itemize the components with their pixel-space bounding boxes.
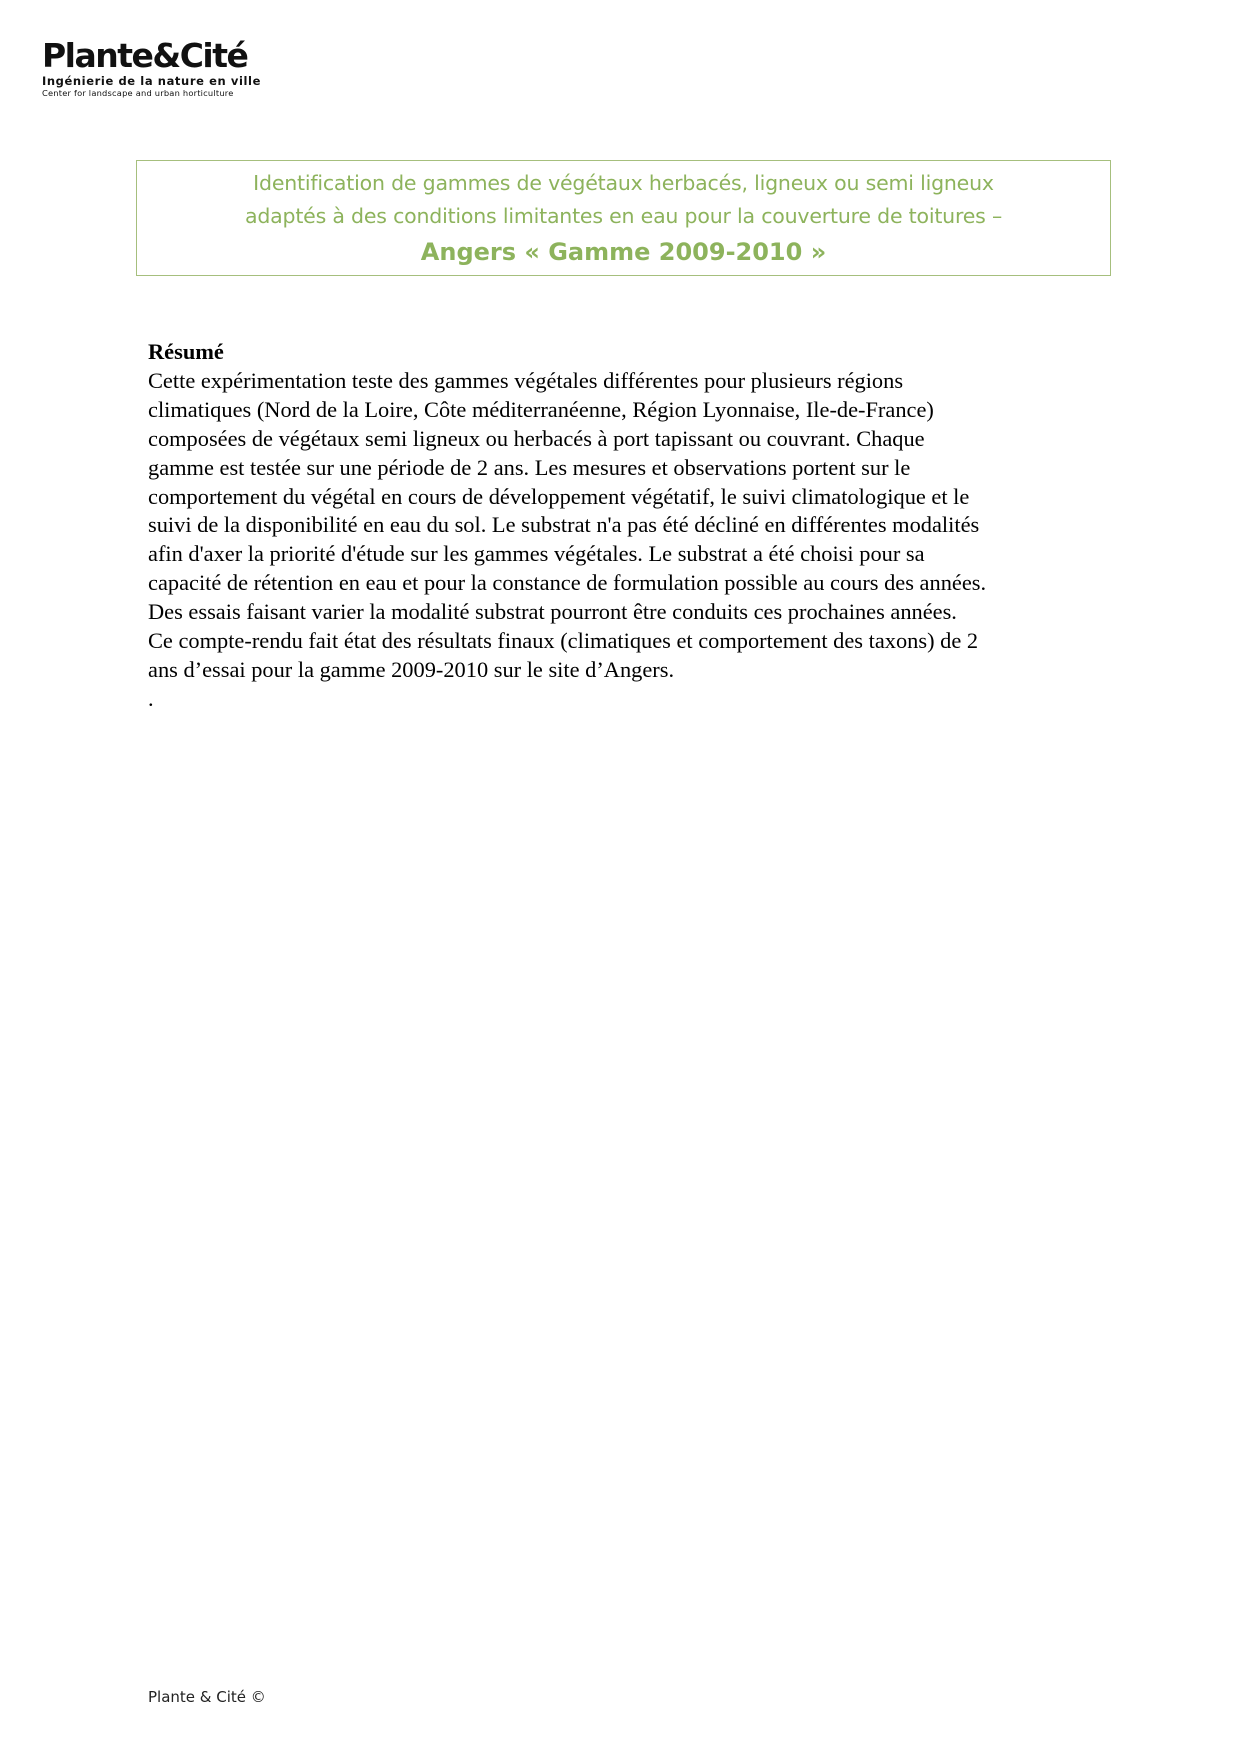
title-line-1: Identification de gammes de végétaux herbacés, ligneux ou semi ligneux xyxy=(253,171,994,195)
summary-line: suivi de la disponibilité en eau du sol. Le substrat n'a pas été décliné en différentes modalités xyxy=(148,512,980,538)
logo-subtagline: Center for landscape and urban horticulture xyxy=(42,88,234,98)
summary-line: Cette expérimentation teste des gammes végétales différentes pour plusieurs régions xyxy=(148,367,904,393)
footer-copyright: Plante & Cité © xyxy=(148,1688,266,1706)
summary-line: capacité de rétention en eau et pour la constance de formulation possible au cours des années. xyxy=(148,570,987,596)
plante-cite-logo xyxy=(42,38,292,99)
summary-line: climatiques (Nord de la Loire, Côte méditerranéenne, Région Lyonnaise, Ile-de-France) xyxy=(148,396,934,422)
document-title-box xyxy=(136,160,1111,276)
logo-tagline: Ingénierie de la nature en ville xyxy=(42,74,262,88)
summary-line: afin d'axer la priorité d'étude sur les gammes végétales. Le substrat a été choisi pour sa xyxy=(148,541,925,567)
title-line-3: Angers « Gamme 2009-2010 » xyxy=(420,238,827,266)
summary-line: gamme est testée sur une période de 2 ans. Les mesures et observations portent sur le xyxy=(148,454,911,480)
summary-heading: Résumé xyxy=(148,339,224,364)
summary-line: Des essais faisant varier la modalité substrat pourront être conduits ces prochaines années. xyxy=(148,599,957,625)
summary-line: Ce compte-rendu fait état des résultats finaux (climatiques et comportement des taxons) de 2 xyxy=(148,628,979,654)
summary-line: . xyxy=(148,685,154,711)
summary-line: ans d’essai pour la gamme 2009-2010 sur le site d’Angers. xyxy=(148,656,675,682)
logo-name: Plante&Cité xyxy=(42,36,248,75)
title-line-2: adaptés à des conditions limitantes en eau pour la couverture de toitures – xyxy=(244,204,1003,228)
summary-line: composées de végétaux semi ligneux ou herbacés à port tapissant ou couvrant. Chaque xyxy=(148,425,925,451)
summary-line: comportement du végétal en cours de développement végétatif, le suivi climatologique et le xyxy=(148,483,970,509)
logo-wordmark xyxy=(42,38,292,74)
summary-section xyxy=(148,338,1098,714)
